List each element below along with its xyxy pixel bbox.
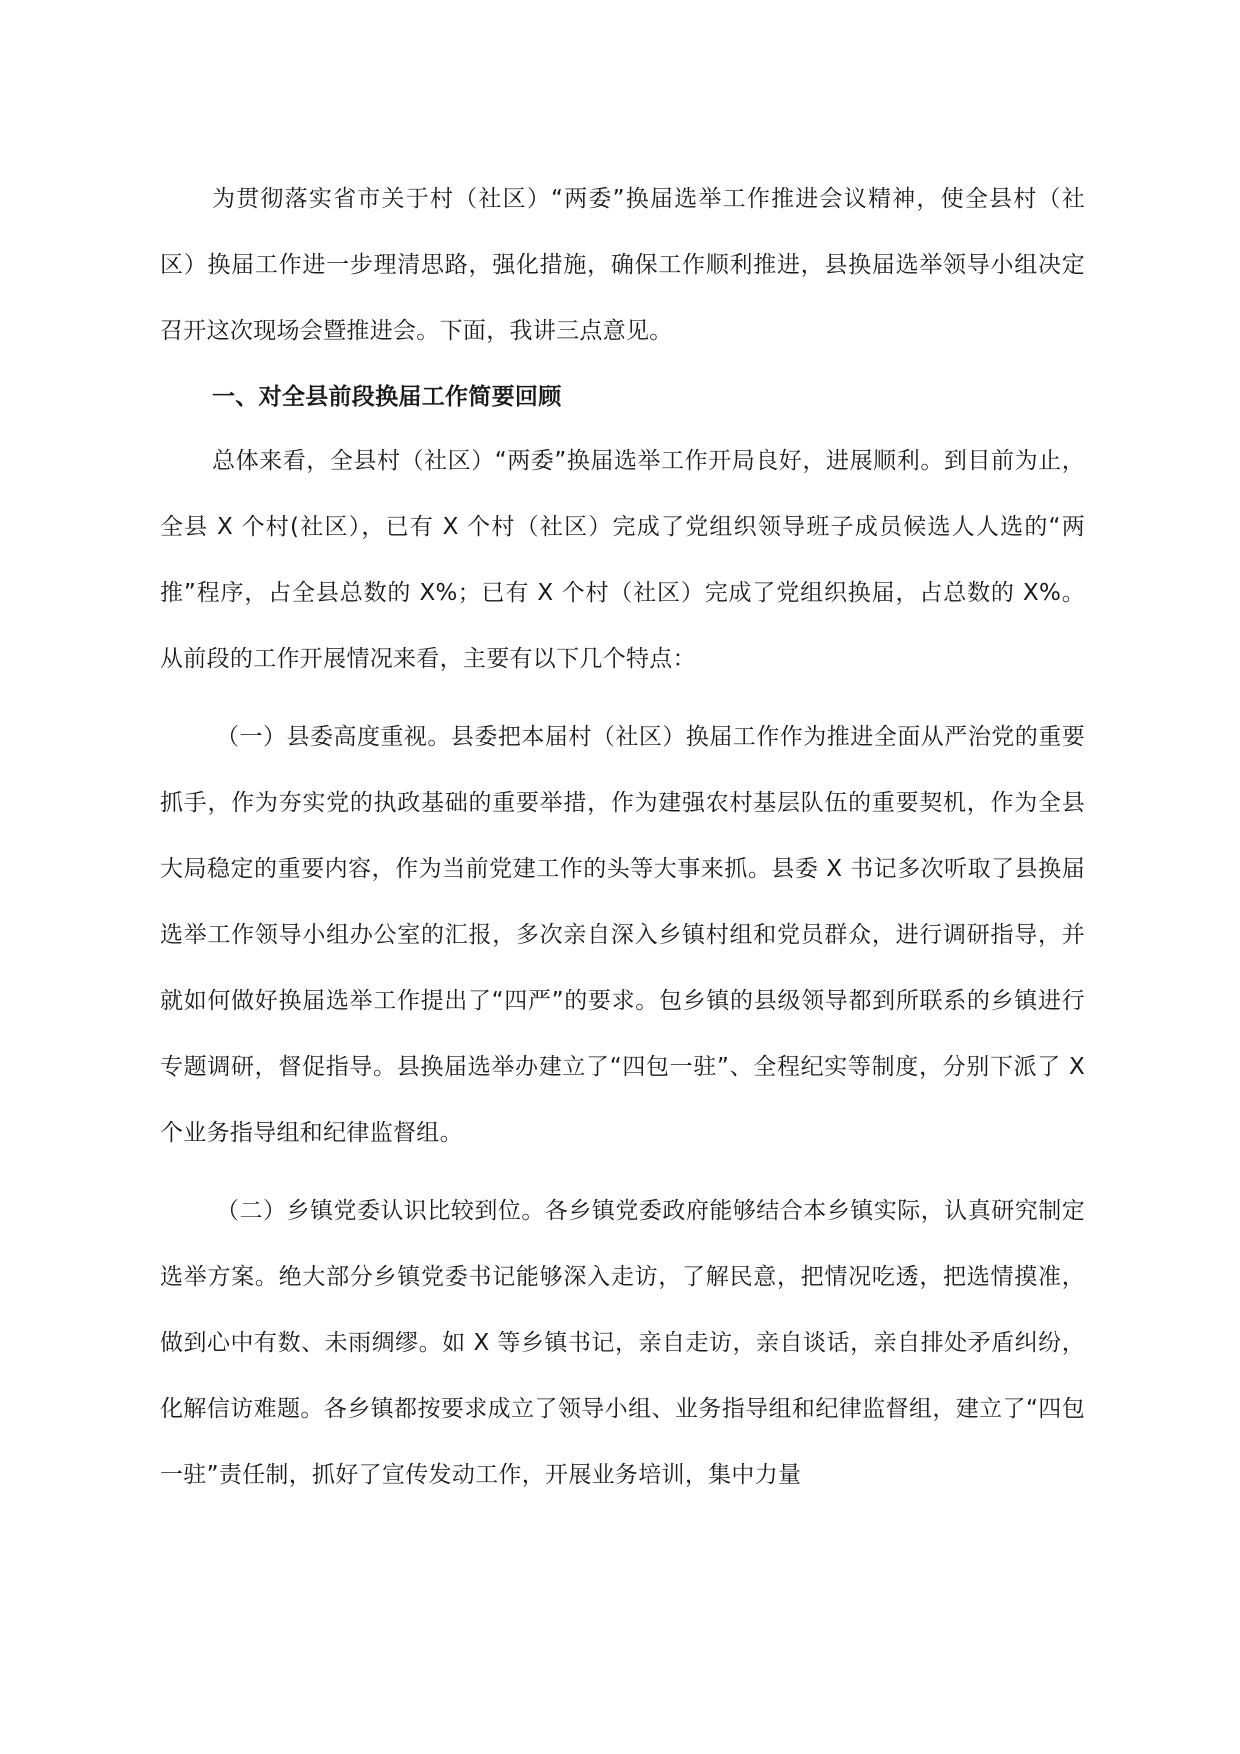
section-1-heading: 一、对全县前段换届工作简要回顾: [212, 384, 562, 410]
point-2-paragraph: （二）乡镇党委认识比较到位。各乡镇党委政府能够结合本乡镇实际，认真研究制定选举方案。绝大部分乡镇党委书记能够深入走访，了解民意，把情况吃透，把选情摸准，做到心中有数、未雨绸缪。如 X 等乡镇书记，亲自走访，亲自谈话，亲自排处矛盾纠纷，化解信访难题。各乡镇都按要求成立了领导小组、业务指导组和纪律监督组，建立了“四包一驻”责任制，抓好了宣传发动工作，开展业务培训，集中力量: [160, 1198, 1085, 1488]
point-1-paragraph: （一）县委高度重视。县委把本届村（社区）换届工作作为推进全面从严治党的重要抓手，作为夯实党的执政基础的重要举措，作为建强农村基层队伍的重要契机，作为全县大局稳定的重要内容，作为当前党建工作的头等大事来抓。县委 X 书记多次听取了县换届选举工作领导小组办公室的汇报，多次亲自深入乡镇村组和党员群众，进行调研指导，并就如何做好换届选举工作提出了“四严”的要求。包乡镇的县级领导都到所联系的乡镇进行专题调研，督促指导。县换届选举办建立了“四包一驻”、全程纪实等制度，分别下派了 X 个业务指导组和纪律监督组。: [160, 724, 1085, 1146]
document-page: [160, 166, 1085, 1508]
intro-paragraph: 为贯彻落实省市关于村（社区）“两委”换届选举工作推进会议精神，使全县村（社区）换届工作进一步理清思路，强化措施，确保工作顺利推进，县换届选举领导小组决定召开这次现场会暨推进会。下面，我讲三点意见。: [160, 186, 1085, 344]
overview-paragraph: 总体来看，全县村（社区）“两委”换届选举工作开局良好，进展顺利。到目前为止，全县 X 个村(社区），已有 X 个村（社区）完成了党组织领导班子成员候选人人选的“两推”程序，占全县总数的 X%；已有 X 个村（社区）完成了党组织换届，占总数的 X%。从前段的工作开展情况来看，主要有以下几个特点：: [160, 448, 1085, 672]
